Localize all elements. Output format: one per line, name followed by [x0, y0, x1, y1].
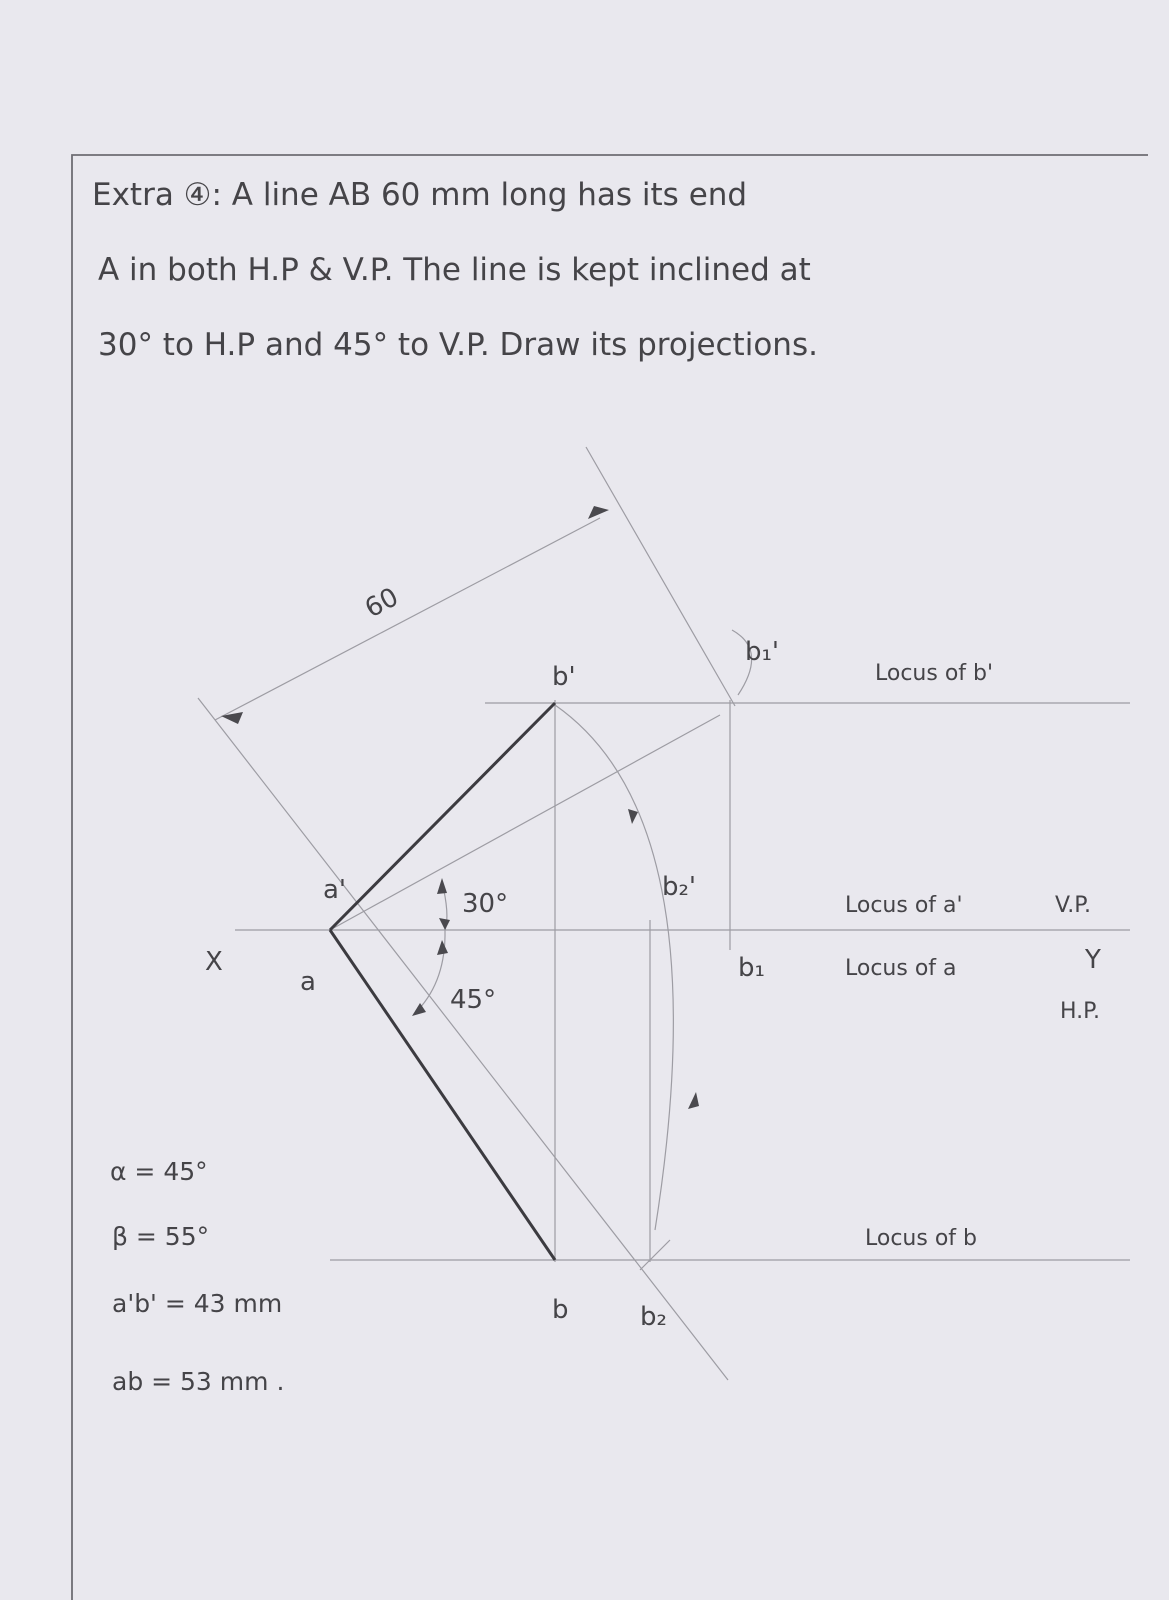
- angle-arrowhead-theta-top: [437, 878, 447, 894]
- locus-b-prime-label: Locus of b': [875, 661, 994, 686]
- point-b2-label: b₂: [640, 1302, 667, 1332]
- result-beta: β = 55°: [112, 1222, 210, 1251]
- arc-arrowhead-upper: [628, 809, 638, 824]
- point-a-prime-label: a': [323, 875, 347, 905]
- hp-label: H.P.: [1060, 999, 1100, 1024]
- arc-arrowhead-lower: [688, 1092, 699, 1109]
- angle-theta-label: 30°: [462, 889, 509, 919]
- result-alpha: α = 45°: [110, 1157, 208, 1186]
- problem-line-1: Extra ④: A line AB 60 mm long has its end: [92, 177, 748, 213]
- result-front-view-length: a'b' = 43 mm: [112, 1289, 283, 1318]
- front-view-a-prime-b-prime: [330, 703, 555, 930]
- locus-a-prime-label: Locus of a': [845, 893, 963, 918]
- angle-arrowhead-theta-bottom: [439, 918, 450, 930]
- true-length-dimension-label: 60: [360, 582, 404, 625]
- angle-phi-label: 45°: [450, 985, 497, 1015]
- problem-line-2: A in both H.P & V.P. The line is kept inclined at: [98, 252, 811, 288]
- dimension-arrowhead-end: [588, 506, 609, 519]
- true-length-hp-line: [198, 698, 728, 1380]
- dimension-witness-line: [586, 447, 735, 706]
- result-top-view-length: ab = 53 mm .: [112, 1367, 285, 1396]
- dimension-arrowhead-start: [221, 712, 243, 724]
- angle-arrowhead-phi-top: [437, 940, 448, 955]
- arc-b2-mark: [640, 1240, 670, 1270]
- axis-y-label: Y: [1085, 945, 1101, 975]
- vp-label: V.P.: [1055, 893, 1092, 918]
- point-b2-prime-label: b₂': [662, 872, 697, 902]
- problem-line-3: 30° to H.P and 45° to V.P. Draw its projections.: [98, 327, 818, 363]
- point-b-label: b: [552, 1295, 569, 1325]
- dimension-extension-line: [215, 518, 600, 720]
- point-b1-prime-label: b₁': [745, 637, 780, 667]
- point-a-label: a: [300, 967, 316, 997]
- arc-b-prime-to-b2: [555, 705, 673, 1230]
- point-b-prime-label: b': [552, 662, 576, 692]
- angle-arrowhead-phi-bottom: [412, 1003, 426, 1016]
- locus-a-label: Locus of a: [845, 956, 957, 981]
- axis-x-label: X: [205, 947, 223, 977]
- top-view-a-b: [330, 930, 555, 1260]
- locus-b-label: Locus of b: [865, 1226, 977, 1251]
- point-b1-label: b₁: [738, 953, 765, 983]
